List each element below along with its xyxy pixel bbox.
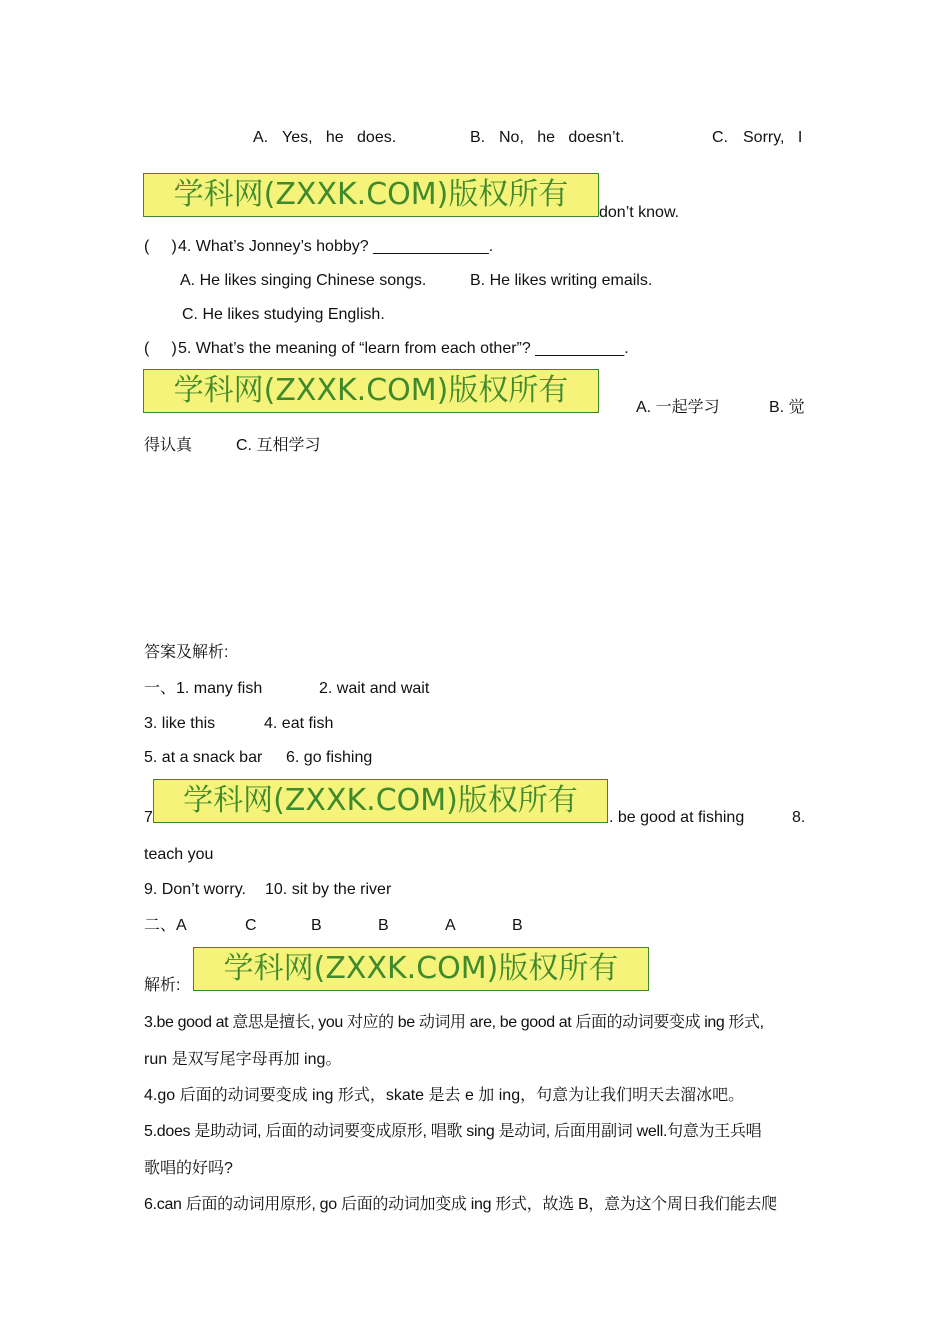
q5-option-b-continuation: 得认真: [144, 437, 193, 454]
explanation-5-line2: 歌唱的好吗?: [144, 1160, 233, 1177]
answer-2: 2. wait and wait: [319, 680, 430, 697]
q3-option-b-text: No, he doesn’t.: [499, 129, 625, 146]
explanation-4: 4.go 后面的动词要变成 ing 形式，skate 是去 e 加 ing，句意为让我们明天去溜冰吧。: [144, 1087, 745, 1104]
q5-bracket: ( ): [144, 340, 177, 357]
watermark-banner: 学科网(ZXXK.COM)版权所有: [143, 369, 599, 413]
q3-option-c-text: Sorry, I: [743, 129, 803, 146]
part2-answer-4: B: [378, 917, 389, 934]
q4-stem: 4. What’s Jonney’s hobby? _____________.: [178, 238, 494, 255]
answer-8-number: 8.: [792, 809, 806, 826]
q5-stem: 5. What’s the meaning of “learn from each other”? __________.: [178, 340, 629, 357]
q5-option-a: A. 一起学习: [636, 399, 720, 416]
answer-5: 5. at a snack bar: [144, 749, 263, 766]
answer-1: 一、1. many fish: [144, 680, 263, 697]
answer-7-number: 7: [144, 809, 153, 826]
answer-6: 6. go fishing: [286, 749, 373, 766]
part2-answer-1: 二、A: [144, 917, 187, 934]
answer-4: 4. eat fish: [264, 715, 334, 732]
q4-option-b: B. He likes writing emails.: [470, 272, 653, 289]
q3-option-a-text: Yes, he does.: [282, 129, 397, 146]
answers-heading: 答案及解析:: [144, 644, 229, 661]
part2-answer-6: B: [512, 917, 523, 934]
q5-option-c: C. 互相学习: [236, 437, 321, 454]
part2-answer-2: C: [245, 917, 257, 934]
explanation-5-line1: 5.does 是助动词, 后面的动词要变成原形, 唱歌 sing 是动词, 后面用副词 well.句意为王兵唱: [144, 1123, 762, 1140]
watermark-banner: 学科网(ZXXK.COM)版权所有: [143, 173, 599, 217]
q3-option-c-continuation: don’t know.: [599, 204, 680, 221]
part2-answer-3: B: [311, 917, 322, 934]
q4-option-a: A. He likes singing Chinese songs.: [180, 272, 427, 289]
watermark-banner: 学科网(ZXXK.COM)版权所有: [153, 779, 608, 823]
analysis-label: 解析:: [144, 977, 181, 994]
watermark-banner: 学科网(ZXXK.COM)版权所有: [193, 947, 649, 991]
explanation-6: 6.can 后面的动词用原形, go 后面的动词加变成 ing 形式，故选 B，意为这个周日我们能去爬: [144, 1196, 777, 1213]
answer-7-text: . be good at fishing: [609, 809, 745, 826]
explanation-3-line1: 3.be good at 意思是擅长, you 对应的 be 动词用 are, be good at 后面的动词要变成 ing 形式,: [144, 1014, 764, 1031]
answer-10: 10. sit by the river: [265, 881, 392, 898]
q3-option-b-letter: B.: [470, 129, 486, 146]
q5-option-b: B. 觉: [769, 399, 805, 416]
answer-8-text: teach you: [144, 846, 214, 863]
q3-option-c-letter: C.: [712, 129, 728, 146]
q4-bracket: ( ): [144, 238, 177, 255]
q4-option-c: C. He likes studying English.: [182, 306, 385, 323]
answer-9: 9. Don’t worry.: [144, 881, 246, 898]
answer-3: 3. like this: [144, 715, 216, 732]
part2-answer-5: A: [445, 917, 456, 934]
explanation-3-line2: run 是双写尾字母再加 ing。: [144, 1051, 342, 1068]
q3-option-a-letter: A.: [253, 129, 269, 146]
